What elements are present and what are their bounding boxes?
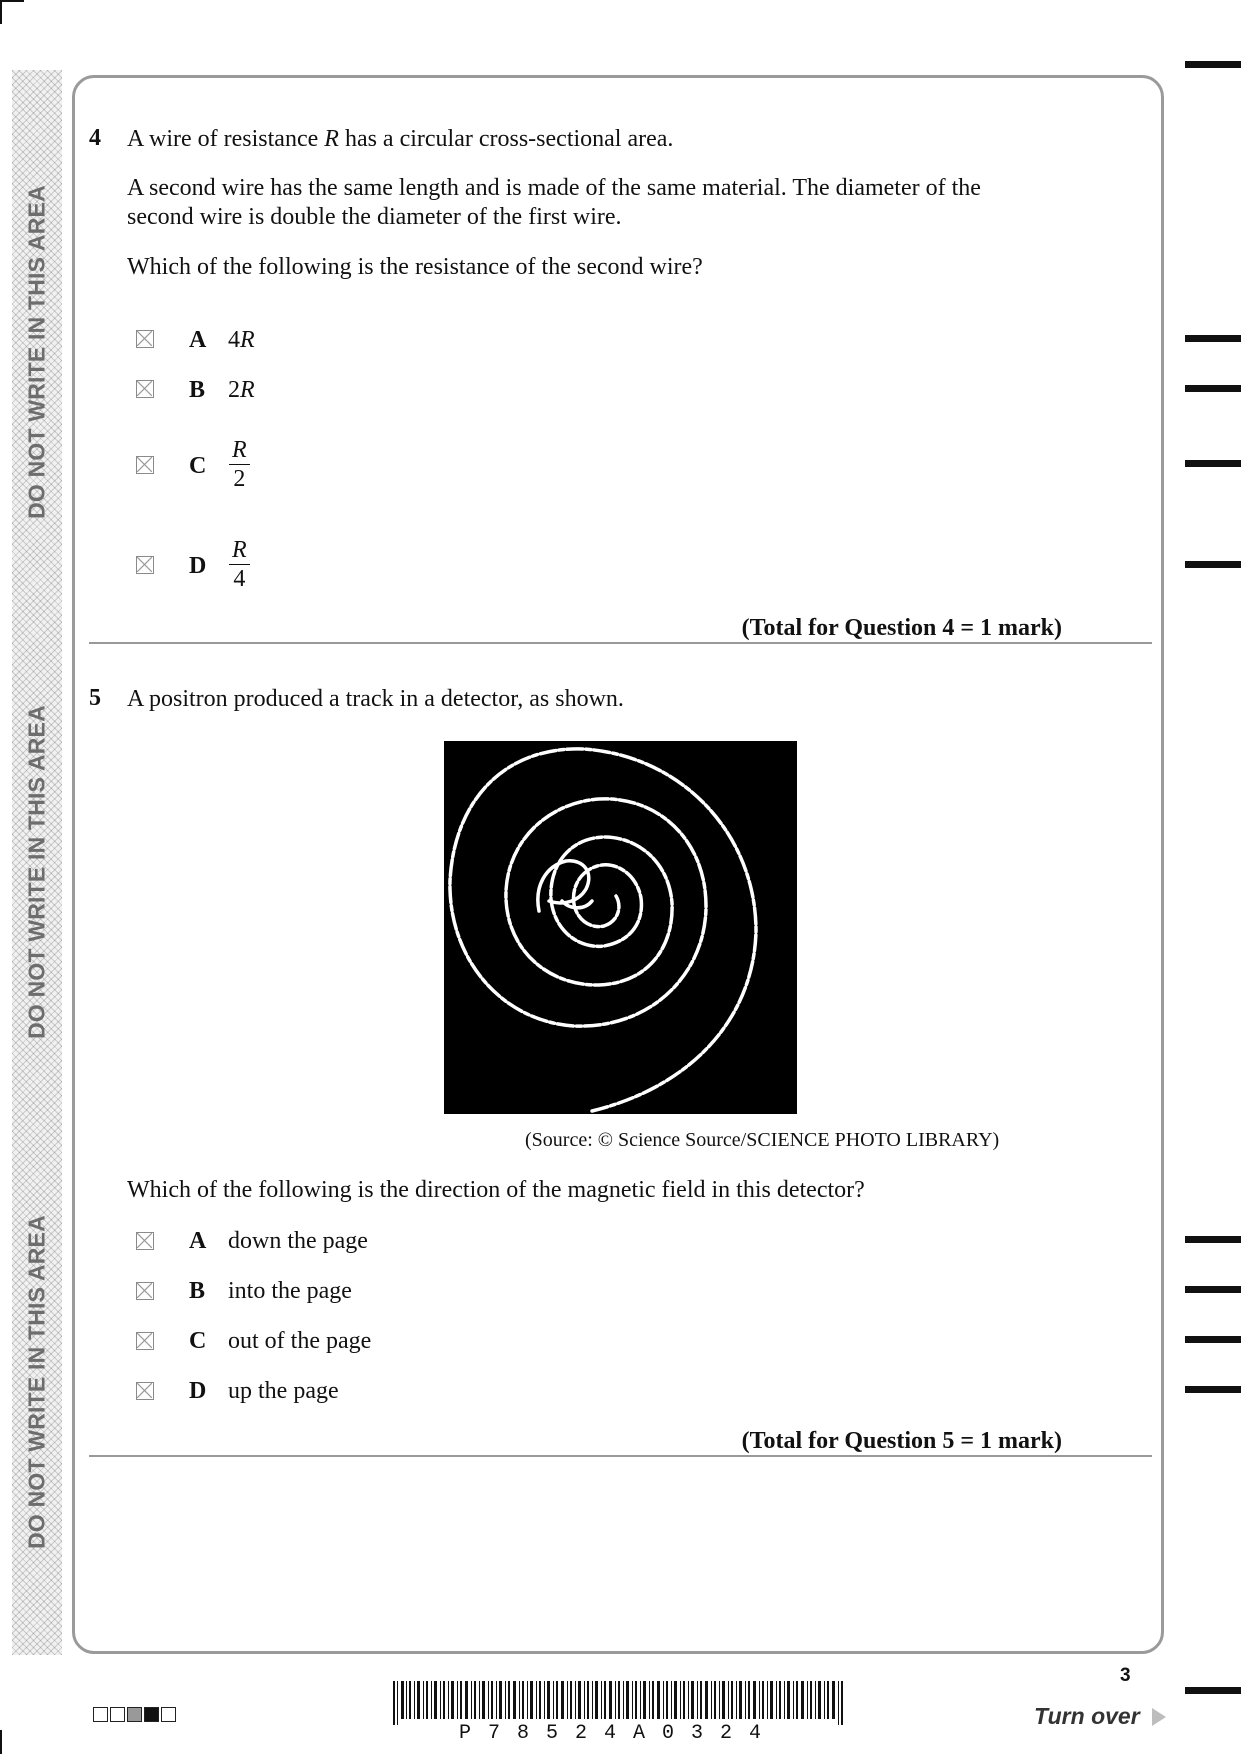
barcode-number: P78524A0324 [458,1722,779,1745]
q5-option-d-checkbox[interactable] [136,1382,154,1400]
question-divider [89,642,1152,644]
question-4-number: 4 [89,125,101,151]
q4-option-c-letter: C [189,453,207,479]
q5-option-b-checkbox[interactable] [136,1282,154,1300]
timing-mark [1185,561,1241,568]
q5-option-a-letter: A [189,1228,207,1254]
q5-option-a-text: down the page [228,1228,368,1254]
photo-source-credit: (Source: © Science Source/SCIENCE PHOTO LIBRARY) [525,1129,1000,1151]
q5-option-c-letter: C [189,1328,207,1354]
q5-option-b-text: into the page [228,1278,352,1304]
question-5-stem: A positron produced a track in a detector, as shown. [127,686,624,712]
crop-mark-top-left [0,0,2,24]
q4-option-a-text: 4R [228,327,255,353]
question-4-prompt: Which of the following is the resistance of the second wire? [127,254,703,280]
q5-option-c-text: out of the page [228,1328,372,1354]
q4-option-c-checkbox[interactable] [136,456,154,474]
q4-option-a-checkbox[interactable] [136,330,154,348]
q5-option-b-letter: B [189,1278,206,1304]
crop-mark-bottom-left [0,1730,2,1754]
timing-mark [1185,1386,1241,1393]
question-5-total: (Total for Question 5 = 1 mark) [741,1428,1062,1454]
page-number: 3 [1120,1665,1131,1686]
q4-option-d-letter: D [189,553,207,579]
q4-option-c-fraction: $\frac{R}{2}$ [229,436,250,493]
q4-option-d-checkbox[interactable] [136,556,154,574]
q5-option-d-letter: D [189,1378,207,1404]
q5-option-c-checkbox[interactable] [136,1332,154,1350]
q4-option-d-fraction: $\frac{R}{4}$ [229,536,250,593]
question-5-prompt: Which of the following is the direction of the magnetic field in this detector? [127,1177,865,1203]
q5-option-d-text: up the page [228,1378,339,1404]
mark-box [93,1707,108,1722]
barcode [393,1681,844,1725]
q4-option-b-checkbox[interactable] [136,380,154,398]
turn-over-label: Turn over [1034,1703,1166,1730]
timing-mark [1185,1687,1241,1694]
q4-option-b-text: 2R [228,377,255,403]
timing-mark [1185,385,1241,392]
q5-option-a-checkbox[interactable] [136,1232,154,1250]
timing-mark [1185,460,1241,467]
timing-mark [1185,335,1241,342]
timing-mark [1185,1236,1241,1243]
q4-option-b-letter: B [189,377,206,403]
timing-mark [1185,61,1241,68]
triangle-right-icon [1152,1708,1166,1726]
mark-box [161,1707,176,1722]
timing-mark [1185,1286,1241,1293]
question-5-number: 5 [89,685,101,711]
mark-box [144,1707,159,1722]
question-divider [89,1455,1152,1457]
mark-box [110,1707,125,1722]
question-4-total: (Total for Question 4 = 1 mark) [741,615,1062,641]
question-4-stem: A wire of resistance R has a circular cross-sectional area. [127,126,674,152]
question-4-paragraph: A second wire has the same length and is made of the same material. The diameter of the second wire is double the diameter of the first wire. [127,175,981,230]
mark-boxes [93,1707,176,1723]
q4-option-a-letter: A [189,327,207,353]
mark-box [127,1707,142,1722]
crop-mark-top-left-h [0,0,24,2]
timing-mark [1185,1336,1241,1343]
positron-track-photo [444,741,797,1114]
